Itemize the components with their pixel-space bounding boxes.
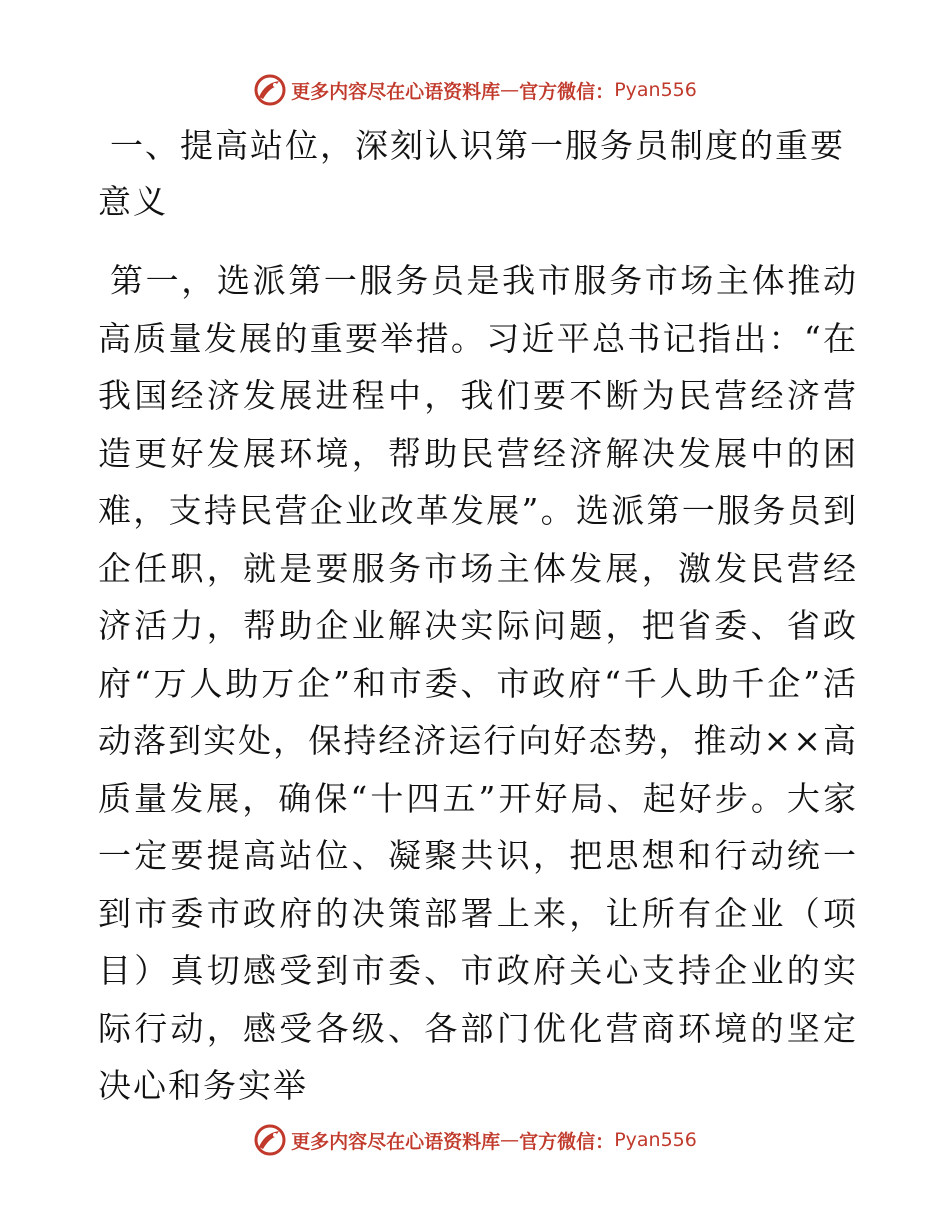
banner-dash: — (500, 1129, 520, 1151)
banner-account: Pyan556 (614, 1129, 697, 1151)
document-body (98, 118, 858, 1115)
header-banner (0, 70, 950, 110)
body-paragraph: 第一，选派第一服务员是我市服务市场主体推动高质量发展的重要举措。习近平总书记指出：“在我国经济发展进程中，我们要不断为民营经济营造更好发展环境，帮助民营经济解决发展中的困难，支持民营企业改革发展”。选派第一服务员到企任职，就是要服务市场主体发展，激发民营经济活力，帮助企业解决实际问题，把省委、省政府“万人助万企”和市委、市政府“千人助千企”活动落到实处，保持经济运行向好态势，推动××高质量发展，确保“十四五”开好局、起好步。大家一定要提高站位、凝聚共识，把思想和行动统一到市委市政府的决策部署上来，让所有企业（项目）真切感受到市委、市政府关心支持企业的实际行动，感受各级、各部门优化营商环境的坚定决心和务实举 (98, 261, 858, 1105)
pen-logo-icon (253, 1123, 287, 1157)
pen-logo-icon (253, 73, 287, 107)
footer-banner (0, 1120, 950, 1160)
section-heading: 一、提高站位，深刻认识第一服务员制度的重要意义 (98, 126, 845, 221)
banner-text-wechat: 官方微信： (519, 80, 615, 103)
banner-text-wechat: 官方微信： (519, 1130, 615, 1153)
banner-text-main: 更多内容尽在心语资料库 (291, 80, 501, 103)
banner-dash: — (500, 79, 520, 101)
banner-account: Pyan556 (614, 79, 697, 101)
banner-text-main: 更多内容尽在心语资料库 (291, 1130, 501, 1153)
